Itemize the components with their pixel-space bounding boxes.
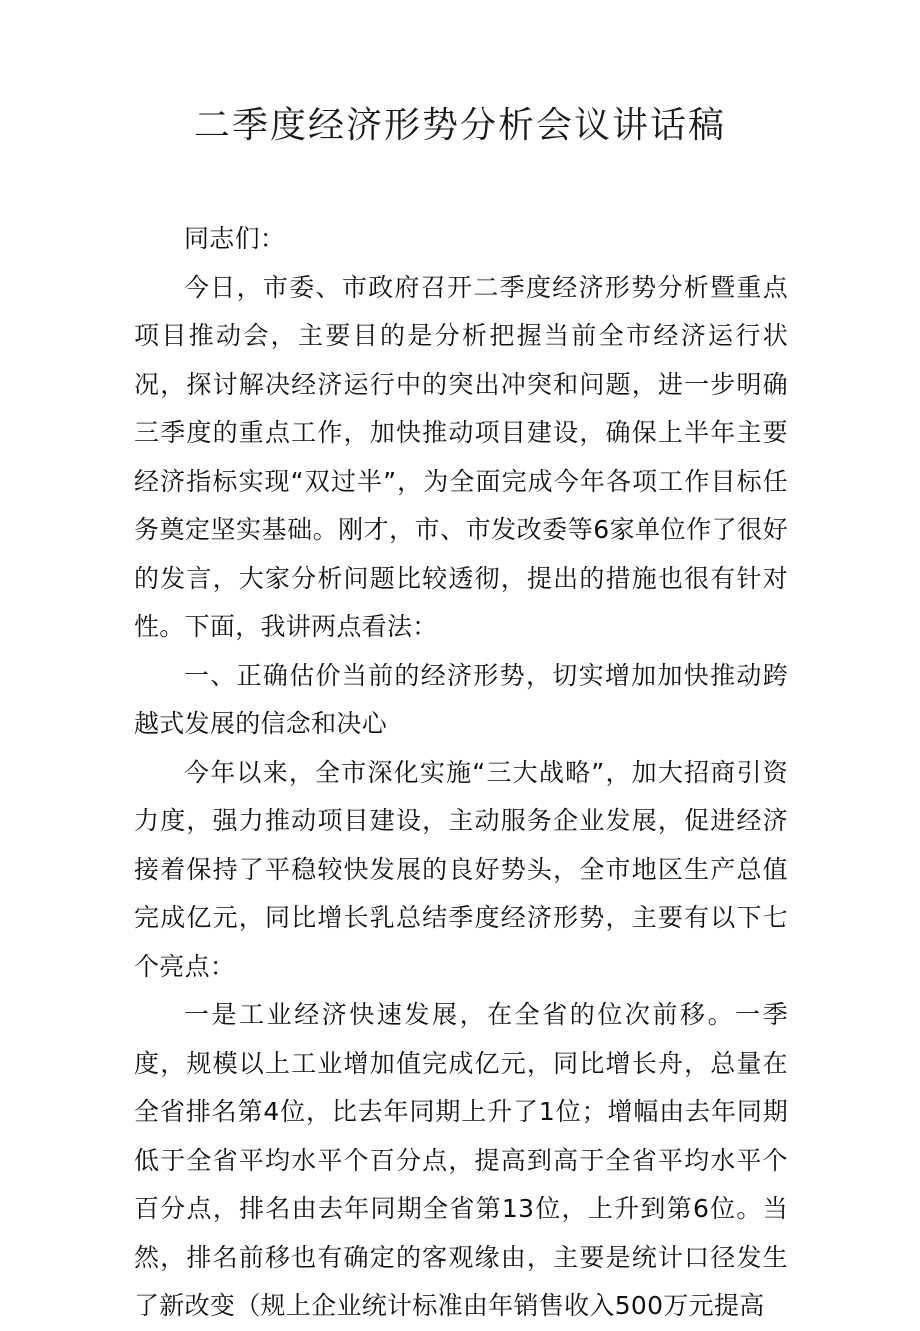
- document-title: 二季度经济形势分析会议讲话稿: [193, 105, 726, 146]
- paragraph-overview: 今年以来，全市深化实施“三大战略”，加大招商引资力度，强力推动项目建设，主动服务企业发展，促进经济接着保持了平稳较快发展的良好势头，全市地区生产总值完成亿元，同比增长乳总结季度经济形势，主要有以下七个亮点：: [134, 757, 788, 981]
- document-body: [134, 215, 788, 1331]
- section-heading-1: 一、正确估价当前的经济形势，切实增加加快推动跨越式发展的信念和决心: [134, 660, 788, 738]
- salutation: 同志们：: [184, 224, 286, 253]
- paragraph-intro: 今日，市委、市政府召开二季度经济形势分析暨重点项目推动会，主要目的是分析把握当前全市经济运行状况，探讨解决经济运行中的突出冲突和问题，进一步明确三季度的重点工作，加快推动项目建设，确保上半年主要经济指标实现“双过半”，为全面完成今年各项工作目标任务奠定坚实基础。刚才，市、市发改委等6家单位作了很好的发言，大家分析问题比较透彻，提出的措施也很有针对性。下面，我讲两点看法：: [134, 272, 788, 641]
- paragraph-industry: 一是工业经济快速发展，在全省的位次前移。一季度，规模以上工业增加值完成亿元，同比增长舟，总量在全省排名第4位，比去年同期上升了1位；增幅由去年同期低于全省平均水平个百分点，提高到高于全省平均水平个百分点，排名由去年同期全省第13位，上升到第6位。当然，排名前移也有确定的客观缘由，主要是统计口径发生了新改变（规上企业统计标准由年销售收入500万元提高: [134, 1000, 788, 1320]
